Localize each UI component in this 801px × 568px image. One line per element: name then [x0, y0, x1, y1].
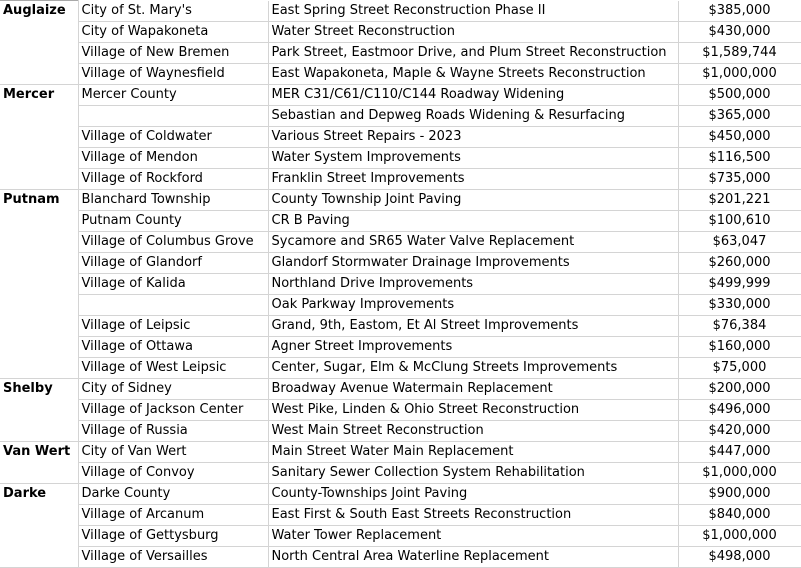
county-cell — [0, 210, 78, 231]
entity-cell: Village of Versailles — [78, 546, 268, 567]
entity-cell: City of Wapakoneta — [78, 21, 268, 42]
entity-cell: Village of Arcanum — [78, 504, 268, 525]
table-row — [0, 336, 801, 357]
project-cell: Park Street, Eastmoor Drive, and Plum Street Reconstruction — [268, 42, 678, 63]
county-cell — [0, 399, 78, 420]
entity-cell: Village of Rockford — [78, 168, 268, 189]
table-row — [0, 546, 801, 567]
amount-cell: $420,000 — [678, 420, 801, 441]
entity-cell — [78, 294, 268, 315]
projects-table-body — [0, 1, 801, 568]
county-cell — [0, 525, 78, 546]
table-row — [0, 399, 801, 420]
project-cell: Main Street Water Main Replacement — [268, 441, 678, 462]
amount-cell: $330,000 — [678, 294, 801, 315]
entity-cell: Village of New Bremen — [78, 42, 268, 63]
entity-cell: Village of Leipsic — [78, 315, 268, 336]
amount-cell: $735,000 — [678, 168, 801, 189]
project-cell: Various Street Repairs - 2023 — [268, 126, 678, 147]
table-row — [0, 105, 801, 126]
table-row — [0, 231, 801, 252]
amount-cell: $1,000,000 — [678, 462, 801, 483]
table-row — [0, 147, 801, 168]
amount-cell: $900,000 — [678, 483, 801, 504]
amount-cell: $160,000 — [678, 336, 801, 357]
project-cell: Sebastian and Depweg Roads Widening & Resurfacing — [268, 105, 678, 126]
county-cell: Mercer — [0, 84, 78, 105]
project-cell: Sycamore and SR65 Water Valve Replacement — [268, 231, 678, 252]
entity-cell: Village of Kalida — [78, 273, 268, 294]
project-cell: Oak Parkway Improvements — [268, 294, 678, 315]
amount-cell: $200,000 — [678, 378, 801, 399]
amount-cell: $447,000 — [678, 441, 801, 462]
table-row — [0, 252, 801, 273]
project-cell: County-Townships Joint Paving — [268, 483, 678, 504]
entity-cell: Village of Ottawa — [78, 336, 268, 357]
entity-cell: City of St. Mary's — [78, 1, 268, 22]
project-cell: East Wapakoneta, Maple & Wayne Streets Reconstruction — [268, 63, 678, 84]
amount-cell: $76,384 — [678, 315, 801, 336]
entity-cell: Mercer County — [78, 84, 268, 105]
entity-cell: Putnam County — [78, 210, 268, 231]
table-row — [0, 210, 801, 231]
project-cell: Water System Improvements — [268, 147, 678, 168]
amount-cell: $1,000,000 — [678, 525, 801, 546]
amount-cell: $1,000,000 — [678, 63, 801, 84]
project-cell: MER C31/C61/C110/C144 Roadway Widening — [268, 84, 678, 105]
entity-cell: Blanchard Township — [78, 189, 268, 210]
project-cell: Glandorf Stormwater Drainage Improvements — [268, 252, 678, 273]
county-cell: Shelby — [0, 378, 78, 399]
entity-cell: Village of West Leipsic — [78, 357, 268, 378]
county-cell — [0, 42, 78, 63]
project-cell: North Central Area Waterline Replacement — [268, 546, 678, 567]
amount-cell: $100,610 — [678, 210, 801, 231]
table-row — [0, 420, 801, 441]
entity-cell — [78, 105, 268, 126]
amount-cell: $201,221 — [678, 189, 801, 210]
amount-cell: $63,047 — [678, 231, 801, 252]
project-cell: CR B Paving — [268, 210, 678, 231]
amount-cell: $500,000 — [678, 84, 801, 105]
amount-cell: $499,999 — [678, 273, 801, 294]
project-cell: Broadway Avenue Watermain Replacement — [268, 378, 678, 399]
county-cell — [0, 504, 78, 525]
project-cell: Franklin Street Improvements — [268, 168, 678, 189]
entity-cell: Village of Waynesfield — [78, 63, 268, 84]
entity-cell: City of Sidney — [78, 378, 268, 399]
amount-cell: $75,000 — [678, 357, 801, 378]
county-cell — [0, 105, 78, 126]
table-row — [0, 462, 801, 483]
amount-cell: $116,500 — [678, 147, 801, 168]
amount-cell: $260,000 — [678, 252, 801, 273]
entity-cell: Village of Russia — [78, 420, 268, 441]
entity-cell: Darke County — [78, 483, 268, 504]
project-cell: Water Tower Replacement — [268, 525, 678, 546]
entity-cell: Village of Gettysburg — [78, 525, 268, 546]
project-cell: County Township Joint Paving — [268, 189, 678, 210]
table-row — [0, 273, 801, 294]
entity-cell: Village of Mendon — [78, 147, 268, 168]
entity-cell: Village of Convoy — [78, 462, 268, 483]
amount-cell: $450,000 — [678, 126, 801, 147]
county-cell — [0, 168, 78, 189]
table-row — [0, 315, 801, 336]
project-cell: Sanitary Sewer Collection System Rehabilitation — [268, 462, 678, 483]
amount-cell: $496,000 — [678, 399, 801, 420]
amount-cell: $385,000 — [678, 1, 801, 22]
entity-cell: Village of Jackson Center — [78, 399, 268, 420]
entity-cell: Village of Columbus Grove — [78, 231, 268, 252]
county-cell — [0, 252, 78, 273]
project-cell: Center, Sugar, Elm & McClung Streets Improvements — [268, 357, 678, 378]
county-cell — [0, 294, 78, 315]
county-cell — [0, 273, 78, 294]
county-cell — [0, 336, 78, 357]
amount-cell: $498,000 — [678, 546, 801, 567]
table-row — [0, 42, 801, 63]
county-cell — [0, 546, 78, 567]
table-row — [0, 63, 801, 84]
table-row — [0, 525, 801, 546]
county-cell — [0, 420, 78, 441]
amount-cell: $365,000 — [678, 105, 801, 126]
entity-cell: Village of Glandorf — [78, 252, 268, 273]
table-row — [0, 294, 801, 315]
table-row — [0, 483, 801, 504]
county-cell: Van Wert — [0, 441, 78, 462]
entity-cell: Village of Coldwater — [78, 126, 268, 147]
project-cell: Grand, 9th, Eastom, Et Al Street Improvements — [268, 315, 678, 336]
county-cell — [0, 63, 78, 84]
table-row — [0, 126, 801, 147]
county-cell: Auglaize — [0, 1, 78, 22]
table-row — [0, 21, 801, 42]
project-cell: Northland Drive Improvements — [268, 273, 678, 294]
table-row — [0, 84, 801, 105]
table-row — [0, 441, 801, 462]
table-row — [0, 378, 801, 399]
county-cell: Darke — [0, 483, 78, 504]
county-cell — [0, 147, 78, 168]
table-row — [0, 357, 801, 378]
amount-cell: $1,589,744 — [678, 42, 801, 63]
table-row — [0, 1, 801, 22]
county-cell — [0, 462, 78, 483]
amount-cell: $430,000 — [678, 21, 801, 42]
county-cell — [0, 315, 78, 336]
county-cell — [0, 21, 78, 42]
project-cell: Agner Street Improvements — [268, 336, 678, 357]
project-cell: East First & South East Streets Reconstruction — [268, 504, 678, 525]
table-row — [0, 189, 801, 210]
table-row — [0, 168, 801, 189]
county-cell — [0, 126, 78, 147]
project-cell: Water Street Reconstruction — [268, 21, 678, 42]
project-cell: West Main Street Reconstruction — [268, 420, 678, 441]
entity-cell: City of Van Wert — [78, 441, 268, 462]
county-cell — [0, 231, 78, 252]
county-cell — [0, 357, 78, 378]
project-cell: East Spring Street Reconstruction Phase II — [268, 1, 678, 22]
project-cell: West Pike, Linden & Ohio Street Reconstruction — [268, 399, 678, 420]
table-row — [0, 504, 801, 525]
county-cell: Putnam — [0, 189, 78, 210]
amount-cell: $840,000 — [678, 504, 801, 525]
